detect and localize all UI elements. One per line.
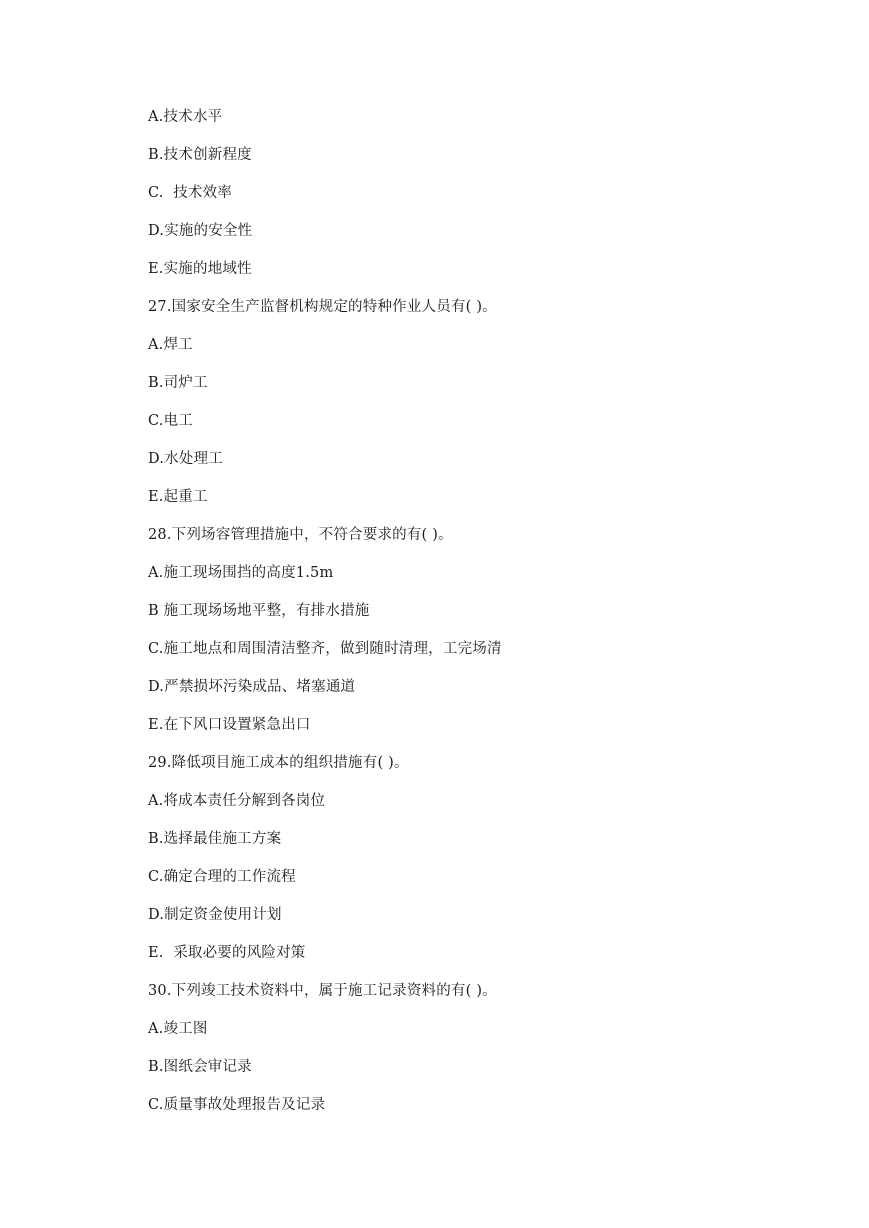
question-29-option-a: A.将成本责任分解到各岗位 (148, 793, 326, 809)
question-27-option-e: E.起重工 (148, 489, 208, 505)
question-27-option-b: B.司炉工 (148, 375, 208, 391)
question-28-option-b: B 施工现场场地平整，有排水措施 (148, 603, 370, 619)
question-27-option-c: C.电工 (148, 413, 193, 429)
document-body (148, 107, 828, 1133)
question-28-option-e: E.在下风口设置紧急出口 (148, 717, 311, 733)
question-28-option-c: C.施工地点和周围清洁整齐，做到随时清理，工完场清 (148, 641, 502, 657)
question-28: 28.下列场容管理措施中，不符合要求的有( )。 (148, 527, 453, 543)
option-b-tech-innovation: B.技术创新程度 (148, 147, 252, 163)
question-27-option-a: A.焊工 (148, 337, 193, 353)
question-28-option-d: D.严禁损坏污染成品、堵塞通道 (148, 679, 356, 695)
question-29-option-d: D.制定资金使用计划 (148, 907, 282, 923)
question-30-option-b: B.图纸会审记录 (148, 1059, 252, 1075)
question-30-option-c: C.质量事故处理报告及记录 (148, 1097, 326, 1113)
question-27-option-d: D.水处理工 (148, 451, 223, 467)
question-30: 30.下列竣工技术资料中，属于施工记录资料的有( )。 (148, 983, 497, 999)
question-28-option-a: A.施工现场围挡的高度1.5m (148, 565, 334, 581)
question-29-option-c: C.确定合理的工作流程 (148, 869, 296, 885)
option-d-safety: D.实施的安全性 (148, 223, 253, 239)
question-30-option-a: A.竣工图 (148, 1021, 208, 1037)
question-29: 29.降低项目施工成本的组织措施有( )。 (148, 755, 409, 771)
question-27: 27.国家安全生产监督机构规定的特种作业人员有( )。 (148, 299, 497, 315)
option-e-regional: E.实施的地域性 (148, 261, 252, 277)
option-c-tech-efficiency: C. 技术效率 (148, 185, 233, 201)
question-29-option-e: E. 采取必要的风险对策 (148, 945, 306, 961)
question-29-option-b: B.选择最佳施工方案 (148, 831, 282, 847)
option-a-tech-level: A.技术水平 (148, 109, 223, 125)
